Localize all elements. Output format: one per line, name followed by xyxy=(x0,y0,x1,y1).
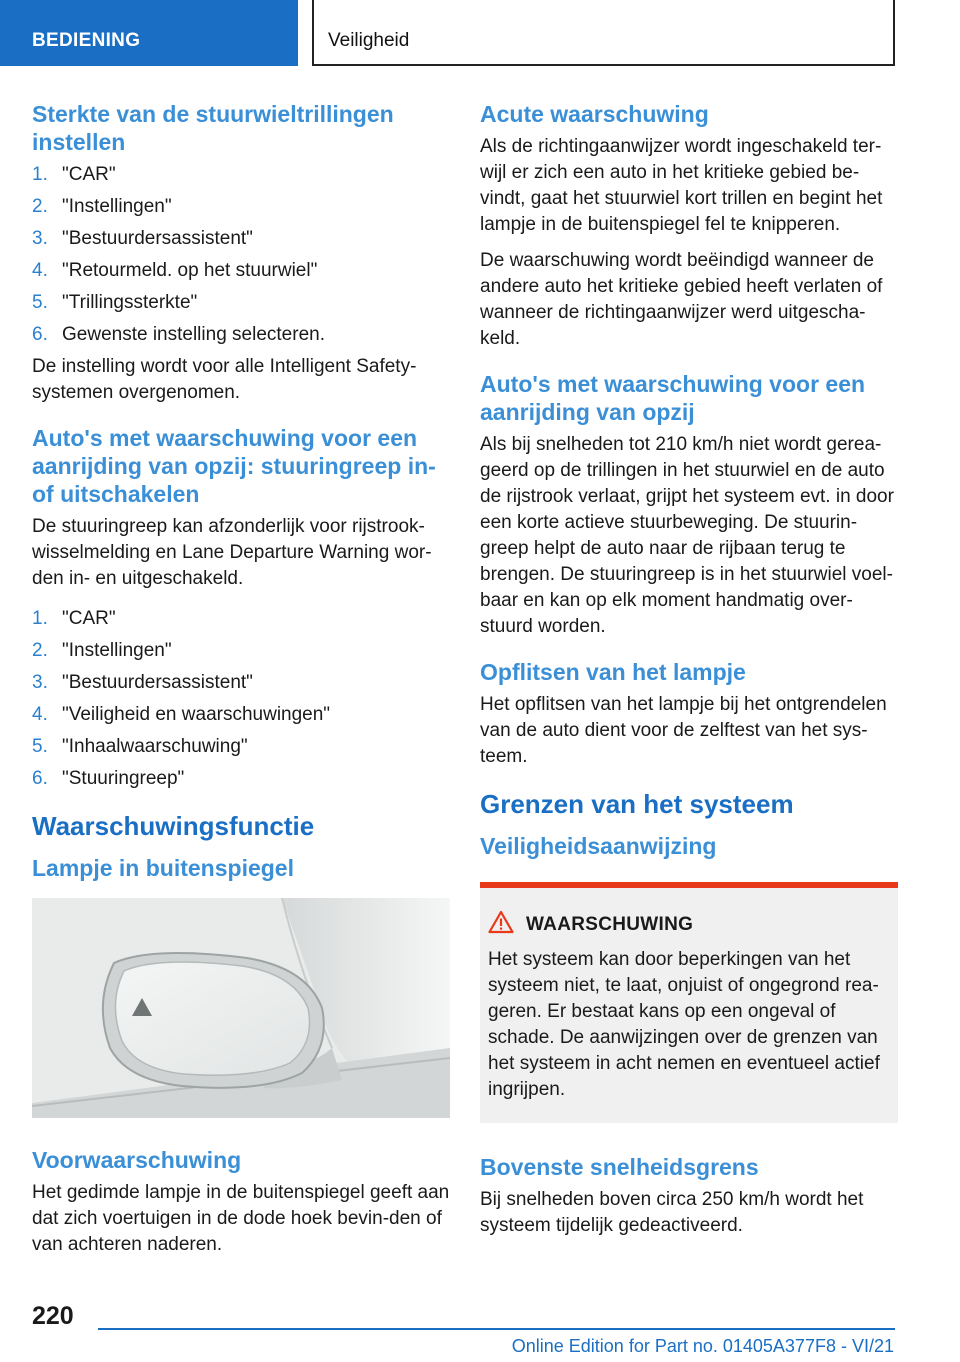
list-item: 5. "Inhaalwaarschuwing" xyxy=(32,736,248,757)
mirror-illustration xyxy=(32,898,450,1118)
steps-steering xyxy=(32,606,450,792)
warning-triangle-icon xyxy=(488,910,514,939)
list-item: 5. "Trillingssterkte" xyxy=(32,292,198,313)
list-item: 3. "Bestuurdersassistent" xyxy=(32,672,253,693)
heading-vibration-strength: Sterkte van de stuurwieltrillingen instellen xyxy=(32,101,394,155)
list-item: 4. "Retourmeld. op het stuurwiel" xyxy=(32,260,318,281)
paragraph-side-collision: Als bij snelheden tot 210 km/h niet wordt gerea-geerd op de trillingen in het stuurwiel en de auto de rijstrook verlaat, grijpt het systeem evt. in door een korte actieve stuurbeweging. De stuurin-greep helpt de auto naar de rijbaan terug te brengen. De stuuringreep is in het stuurwiel voel-baar en kan op elk moment handmatig over-stuurd worden. xyxy=(480,434,894,637)
paragraph-steering: De stuuringreep kan afzonderlijk voor rijstrook-wisselmelding en Lane Departure Warning wor-den in- en uitgeschakeld. xyxy=(32,516,432,589)
paragraph-acute-2: De waarschuwing wordt beëindigd wanneer de andere auto het kritieke gebied heeft verlaten of wanneer de richtingaanwijzer werd uitgescha-keld. xyxy=(480,250,883,349)
paragraph-prewarning: Het gedimde lampje in de buitenspiegel geeft aan dat zich voertuigen in de dode hoek bevin-den of van achteren naderen. xyxy=(32,1182,450,1255)
list-item: 4. "Veiligheid en waarschuwingen" xyxy=(32,704,331,725)
chapter-tab: BEDIENING xyxy=(0,0,298,66)
heading-lamp-flash: Opflitsen van het lampje xyxy=(480,659,746,685)
heading-side-collision: Auto's met waarschuwing voor een aanrijding van opzij xyxy=(480,371,866,425)
list-item: 6. Gewenste instelling selecteren. xyxy=(32,324,325,345)
paragraph-note: De instelling wordt voor alle Intelligent Safety-systemen overgenomen. xyxy=(32,356,417,403)
warning-text: Het systeem kan door beperkingen van het systeem niet, te laat, onjuist of ongegrond rea-geren. Er bestaat kans op een ongeval of schade. De aanwijzingen over de grenzen van het systeem in acht nemen en eventueel actief ingrijpen. xyxy=(488,949,880,1100)
list-item: 3. "Bestuurdersassistent" xyxy=(32,228,253,249)
list-item: 1. "CAR" xyxy=(32,164,116,185)
heading-acute-warning: Acute waarschuwing xyxy=(480,101,709,127)
heading-system-limits: Grenzen van het systeem xyxy=(480,789,794,819)
heading-warning-function: Waarschuwingsfunctie xyxy=(32,811,315,841)
paragraph-lamp-flash: Het opflitsen van het lampje bij het ontgrendelen van de auto dient voor de zelftest van het sys-teem. xyxy=(480,694,887,767)
warning-title: WAARSCHUWING xyxy=(526,913,694,935)
heading-prewarning: Voorwaarschuwing xyxy=(32,1147,242,1173)
heading-upper-speed-limit: Bovenste snelheidsgrens xyxy=(480,1154,759,1180)
list-item: 2. "Instellingen" xyxy=(32,196,172,217)
list-item: 2. "Instellingen" xyxy=(32,640,172,661)
right-column xyxy=(480,100,898,1249)
list-item: 1. "CAR" xyxy=(32,608,116,629)
warning-box xyxy=(480,882,898,1123)
left-column xyxy=(32,100,450,1268)
heading-safety-note: Veiligheidsaanwijzing xyxy=(480,833,717,859)
footer-edition: Online Edition for Part no. 01405A377F8 - VI/21 xyxy=(511,1336,894,1356)
heading-mirror-lamp: Lampje in buitenspiegel xyxy=(32,855,294,881)
list-item: 6. "Stuuringreep" xyxy=(32,768,185,789)
heading-steering-intervention: Auto's met waarschuwing voor een aanrijding van opzij: stuuringreep in- of uitschakelen xyxy=(32,425,436,507)
steps-vibration xyxy=(32,162,450,348)
page-number: 220 xyxy=(32,1302,74,1330)
paragraph-acute-1: Als de richtingaanwijzer wordt ingeschakeld ter-wijl er zich een auto in het kritieke gebied be-vindt, gaat het stuurwiel kort trillen en begint het lampje in de buitenspiegel fel te knipperen. xyxy=(480,136,883,235)
paragraph-upper-speed-limit: Bij snelheden boven circa 250 km/h wordt het systeem tijdelijk gedeactiveerd. xyxy=(480,1189,864,1236)
section-title: Veiligheid xyxy=(312,0,895,66)
footer-rule xyxy=(98,1328,895,1330)
